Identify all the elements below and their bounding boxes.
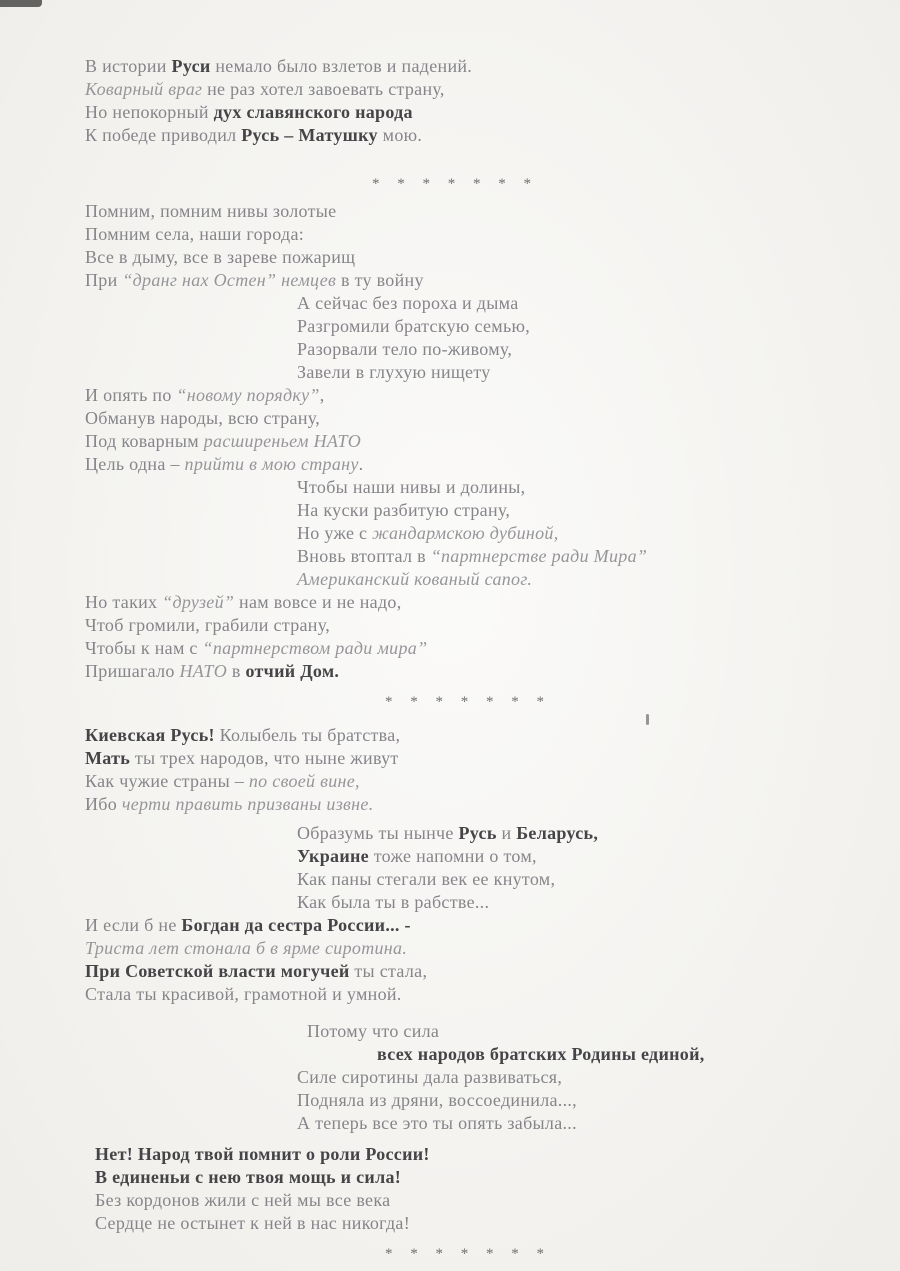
poem-line <box>85 845 850 868</box>
poem-line <box>85 200 850 223</box>
poem-text-run: Нет! Народ твой помнит о роли России! <box>95 1144 430 1164</box>
poem-line <box>85 770 850 793</box>
poem-line <box>85 476 850 499</box>
poem-line <box>85 78 850 101</box>
poem-text-run: Мать <box>85 748 131 768</box>
poem-text-run: жандармскою дубиной, <box>372 523 559 543</box>
poem-text-run: “друзей” <box>162 592 235 612</box>
poem-text-run: Цель одна – <box>85 454 185 474</box>
poem-line <box>85 1043 850 1066</box>
poem-text-run: Но уже с <box>297 523 373 543</box>
poem-line <box>85 793 850 816</box>
poem-line <box>85 937 850 960</box>
poem-text-run: . <box>358 454 364 474</box>
scan-smudge-artifact <box>0 0 42 7</box>
poem-text-run: Как чужие страны – <box>85 771 249 791</box>
poem-line <box>85 1189 850 1212</box>
poem-line <box>85 724 850 747</box>
poem-text-run: Русь <box>458 823 497 843</box>
poem-text-run: Помним, помним нивы золотые <box>85 201 337 221</box>
poem-line <box>85 914 850 937</box>
poem-text-run: в <box>227 661 246 681</box>
stanza-separator: * * * * * * * <box>385 694 551 710</box>
poem-text-run: по своей вине, <box>248 771 360 791</box>
poem-text-run: Русь – Матушку <box>241 125 378 145</box>
poem-text-run: Под коварным <box>85 431 204 451</box>
poem-text-run: При Советской власти могучей <box>85 961 350 981</box>
poem-line <box>85 1020 850 1043</box>
poem-text-run: НАТО <box>179 661 228 681</box>
poem-text-run: Коварный враг <box>85 79 203 99</box>
poem-text-run: Завели в глухую нищету <box>297 362 491 382</box>
poem-text-run: Чтобы наши нивы и долины, <box>297 477 526 497</box>
poem-text-run: не раз хотел завоевать страну, <box>202 79 445 99</box>
poem-line <box>85 407 850 430</box>
poem-line <box>85 338 850 361</box>
poem-text-run: нам вовсе и не надо, <box>234 592 402 612</box>
poem-text-run: Но непокорный <box>85 102 214 122</box>
poem-text-run: А сейчас без пороха и дыма <box>297 293 519 313</box>
poem-line <box>85 292 850 315</box>
poem-line <box>85 124 850 147</box>
poem-text-run: Чтобы к нам с <box>85 638 203 658</box>
poem-text-run: Без кордонов жили с ней мы все века <box>95 1190 391 1210</box>
poem-text-run: И опять по <box>85 385 177 405</box>
poem-line <box>85 660 850 683</box>
poem-text-run: Ибо <box>85 794 122 814</box>
poem-text-run: ты трех народов, что ныне живут <box>130 748 399 768</box>
poem-line <box>85 1066 850 1089</box>
poem-line <box>85 453 850 476</box>
poem-line <box>85 1212 850 1235</box>
poem-line <box>85 891 850 914</box>
poem-text-run: Американский кованый сапог. <box>297 569 533 589</box>
poem-text-run: черти править призваны извне. <box>121 794 374 814</box>
poem-text-run: Как была ты в рабстве... <box>297 892 490 912</box>
poem-line <box>85 822 850 845</box>
poem-line <box>85 361 850 384</box>
poem-line <box>85 868 850 891</box>
poem-text-run: всех народов братских Родины единой, <box>377 1044 705 1064</box>
poem-line <box>85 960 850 983</box>
poem-line <box>85 568 850 591</box>
poem-text-run: В единеньи с нею твоя мощь и сила! <box>95 1167 402 1187</box>
poem-text-run: А теперь все это ты опять забыла... <box>297 1113 577 1133</box>
poem-text-run: Богдан да сестра России... - <box>181 915 411 935</box>
poem-text-run: расширеньем НАТО <box>203 431 362 451</box>
poem-text-run: “новому порядку” <box>176 385 320 405</box>
stanza <box>85 724 850 1235</box>
poem-line <box>85 499 850 522</box>
poem-text-run: ты стала, <box>349 961 428 981</box>
poem-text-run: К победе приводил <box>85 125 242 145</box>
poem-text-run: и <box>496 823 517 843</box>
stanza-separator: * * * * * * * <box>385 1246 551 1262</box>
poem-line <box>85 614 850 637</box>
poem-text-run: Обманув народы, всю страну, <box>85 408 321 428</box>
poem-line <box>85 637 850 660</box>
poem-text-run: Образумь ты нынче <box>297 823 459 843</box>
poem-text-run: отчий Дом. <box>245 661 340 681</box>
poem-text-run: Помним села, наши города: <box>85 224 305 244</box>
poem-text-run: На куски разбитую страну, <box>297 500 511 520</box>
poem-text-run: Стала ты красивой, грамотной и умной. <box>85 984 402 1004</box>
poem-line <box>85 384 850 407</box>
poem-line <box>85 269 850 292</box>
poem-text-run: В истории <box>85 56 172 76</box>
poem-line <box>85 246 850 269</box>
poem-text-run: “партнерством ради мира” <box>202 638 428 658</box>
poem-text-run: Как паны стегали век ее кнутом, <box>297 869 556 889</box>
poem-text-run: Руси <box>171 56 211 76</box>
poem-text-run: И если б не <box>85 915 182 935</box>
poem-text-run: Чтоб громили, грабили страну, <box>85 615 331 635</box>
poem-content <box>85 55 850 1266</box>
poem-line <box>85 1089 850 1112</box>
poem-text-run: Силе сиротины дала развиваться, <box>297 1067 563 1087</box>
poem-text-run: Триста лет стонала б в ярме сиротина. <box>85 938 408 958</box>
poem-line <box>85 591 850 614</box>
stanza-separator: * * * * * * * <box>372 176 538 192</box>
poem-text-run: немало было взлетов и падений. <box>210 56 473 76</box>
poem-line <box>85 223 850 246</box>
poem-text-run: Беларусь, <box>516 823 599 843</box>
poem-text-run: Потому что сила <box>307 1021 440 1041</box>
poem-text-run: “партнерстве ради Мира” <box>430 546 648 566</box>
poem-text-run: Сердце не остынет к ней в нас никогда! <box>95 1213 411 1233</box>
poem-text-run: Украине <box>297 846 369 866</box>
poem-text-run: Вновь втоптал в <box>297 546 431 566</box>
poem-text-run: Киевская Русь! <box>85 725 215 745</box>
stanza <box>85 55 850 147</box>
poem-text-run: прийти в мою страну <box>184 454 359 474</box>
poem-line <box>85 983 850 1006</box>
poem-text-run: “дранг нах Остен” немцев <box>122 270 337 290</box>
poem-line <box>85 1143 850 1166</box>
poem-line <box>85 315 850 338</box>
poem-text-run: тоже напомни о том, <box>368 846 537 866</box>
poem-text-run: , <box>319 385 325 405</box>
poem-text-run: дух славянского народа <box>213 102 413 122</box>
poem-text-run: Разгромили братскую семью, <box>297 316 531 336</box>
poem-line <box>85 522 850 545</box>
poem-line <box>85 1112 850 1135</box>
poem-text-run: в ту войну <box>336 270 424 290</box>
poem-text-run: Все в дыму, все в зареве пожарищ <box>85 247 356 267</box>
poem-text-run: Но таких <box>85 592 163 612</box>
poem-line <box>85 747 850 770</box>
poem-line <box>85 101 850 124</box>
poem-line <box>85 545 850 568</box>
poem-text-run: Пришагало <box>85 661 180 681</box>
poem-line <box>85 1166 850 1189</box>
poem-text-run: Подняла из дряни, воссоединила..., <box>297 1090 577 1110</box>
stanza <box>85 200 850 683</box>
poem-text-run: Колыбель ты братства, <box>214 725 401 745</box>
poem-text-run: мою. <box>377 125 423 145</box>
poem-line <box>85 430 850 453</box>
poem-text-run: Разорвали тело по-живому, <box>297 339 513 359</box>
poem-text-run: При <box>85 270 123 290</box>
poem-line <box>85 55 850 78</box>
